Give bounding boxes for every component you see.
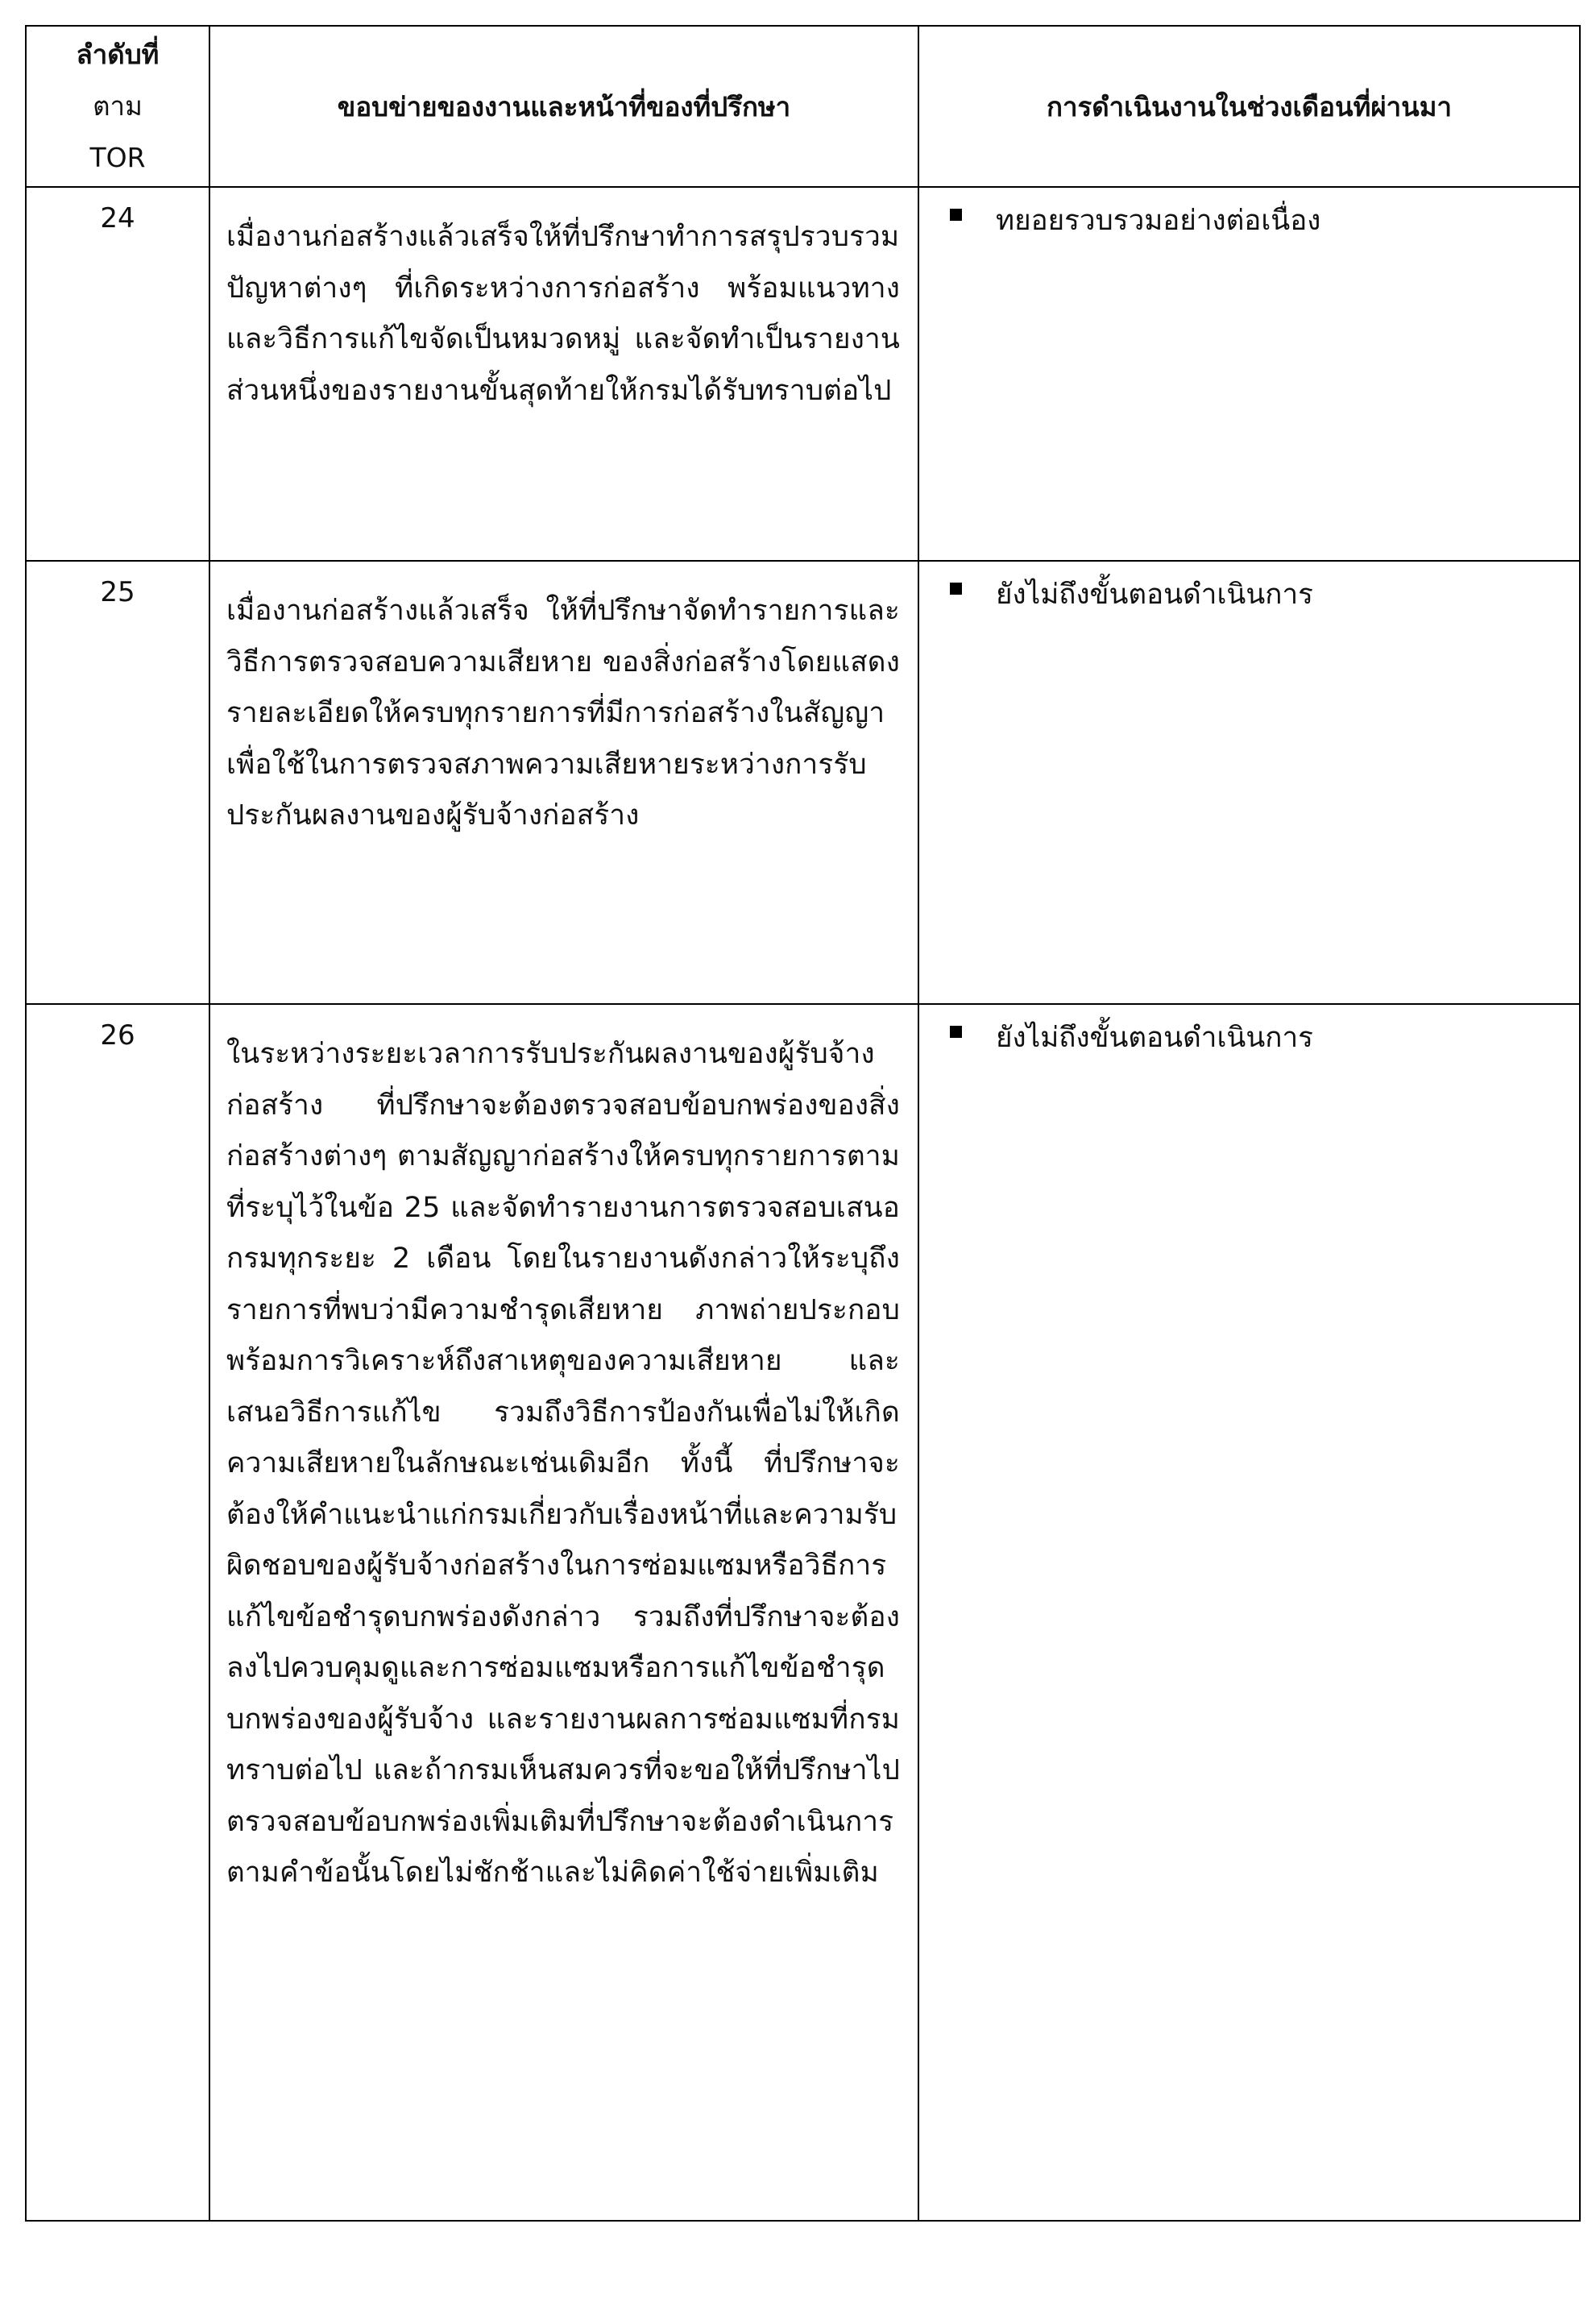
table-row bbox=[26, 561, 1580, 1004]
header-tor-number-line1: ลำดับที่ bbox=[76, 39, 160, 70]
row-number: 24 bbox=[26, 187, 209, 561]
square-bullet-icon bbox=[950, 1026, 962, 1038]
table-row bbox=[26, 1004, 1580, 2221]
row-status bbox=[918, 561, 1580, 1004]
row-scope bbox=[209, 187, 918, 561]
header-tor-number-line2: ตาม bbox=[93, 90, 143, 122]
square-bullet-icon bbox=[950, 209, 962, 221]
header-progress-label: การดำเนินงานในช่วงเดือนที่ผ่านมา bbox=[1046, 90, 1453, 122]
scope-text: เมื่องานก่อสร้างแล้วเสร็จให้ที่ปรึกษาทำการสรุปรวบรวมปัญหาต่างๆ ที่เกิดระหว่างการก่อสร้าง พร้อมแนวทางและวิธีการแก้ไขจัดเป็นหมวดหมู่ และจัดทำเป็นรายงานส่วนหนึ่งของรายงานขั้นสุดท้ายให้กรมได้รับทราบต่อไป bbox=[226, 221, 900, 407]
header-tor-number bbox=[26, 26, 209, 187]
tor-progress-table bbox=[25, 25, 1581, 2222]
table-row bbox=[26, 187, 1580, 561]
header-scope-label: ขอบข่ายของงานและหน้าที่ของที่ปรึกษา bbox=[337, 90, 791, 122]
row-scope bbox=[209, 1004, 918, 2221]
square-bullet-icon bbox=[950, 583, 962, 595]
header-progress bbox=[918, 26, 1580, 187]
header-tor-number-line3: TOR bbox=[89, 142, 146, 173]
row-number: 25 bbox=[26, 561, 209, 1004]
status-bullet bbox=[935, 576, 1563, 613]
scope-text: ในระหว่างระยะเวลาการรับประกันผลงานของผู้รับจ้างก่อสร้าง ที่ปรึกษาจะต้องตรวจสอบข้อบกพร่องของสิ่งก่อสร้างต่างๆ ตามสัญญาก่อสร้างให้ครบทุกรายการตามที่ระบุไว้ในข้อ 25 และจัดทำรายงานการตรวจสอบเสนอกรมทุกระยะ 2 เดือน โดยในรายงานดังกล่าวให้ระบุถึงรายการที่พบว่ามีความชำรุดเสียหาย ภาพถ่ายประกอบ พร้อมการวิเคราะห์ถึงสาเหตุของความเสียหาย และเสนอวิธีการแก้ไข รวมถึงวิธีการป้องกันเพื่อไม่ให้เกิดความเสียหายในลักษณะเช่นเดิมอีก ทั้งนี้ ที่ปรึกษาจะต้องให้คำแนะนำแก่กรมเกี่ยวกับเรื่องหน้าที่และความรับผิดชอบของผู้รับจ้างก่อสร้างในการซ่อมแซมหรือวิธีการแก้ไขข้อชำรุดบกพร่องดังกล่าว รวมถึงที่ปรึกษาจะต้องลงไปควบคุมดูและการซ่อมแซมหรือการแก้ไขข้อชำรุดบกพร่องของผู้รับจ้าง และรายงานผลการซ่อมแซมที่กรมทราบต่อไป และถ้ากรมเห็นสมควรที่จะขอให้ที่ปรึกษาไปตรวจสอบข้อบกพร่องเพิ่มเติมที่ปรึกษาจะต้องดำเนินการตามคำข้อนั้นโดยไม่ชักช้าและไม่คิดค่าใช้จ่ายเพิ่มเติม bbox=[226, 1038, 900, 1889]
status-text: ทยอยรวบรวมอย่างต่อเนื่อง bbox=[996, 205, 1321, 237]
row-status bbox=[918, 1004, 1580, 2221]
status-text: ยังไม่ถึงขั้นตอนดำเนินการ bbox=[996, 1022, 1313, 1054]
status-text: ยังไม่ถึงขั้นตอนดำเนินการ bbox=[996, 579, 1313, 611]
row-scope bbox=[209, 561, 918, 1004]
status-bullet bbox=[935, 1019, 1563, 1056]
header-scope bbox=[209, 26, 918, 187]
scope-text: เมื่องานก่อสร้างแล้วเสร็จ ให้ที่ปรึกษาจัดทำรายการและวิธีการตรวจสอบความเสียหาย ของสิ่งก่อสร้างโดยแสดงรายละเอียดให้ครบทุกรายการที่มีการก่อสร้างในสัญญา เพื่อใช้ในการตรวจสภาพความเสียหายระหว่างการรับประกันผลงานของผู้รับจ้างก่อสร้าง bbox=[226, 595, 900, 832]
header-row bbox=[26, 26, 1580, 187]
row-status bbox=[918, 187, 1580, 561]
row-number: 26 bbox=[26, 1004, 209, 2221]
status-bullet bbox=[935, 202, 1563, 239]
